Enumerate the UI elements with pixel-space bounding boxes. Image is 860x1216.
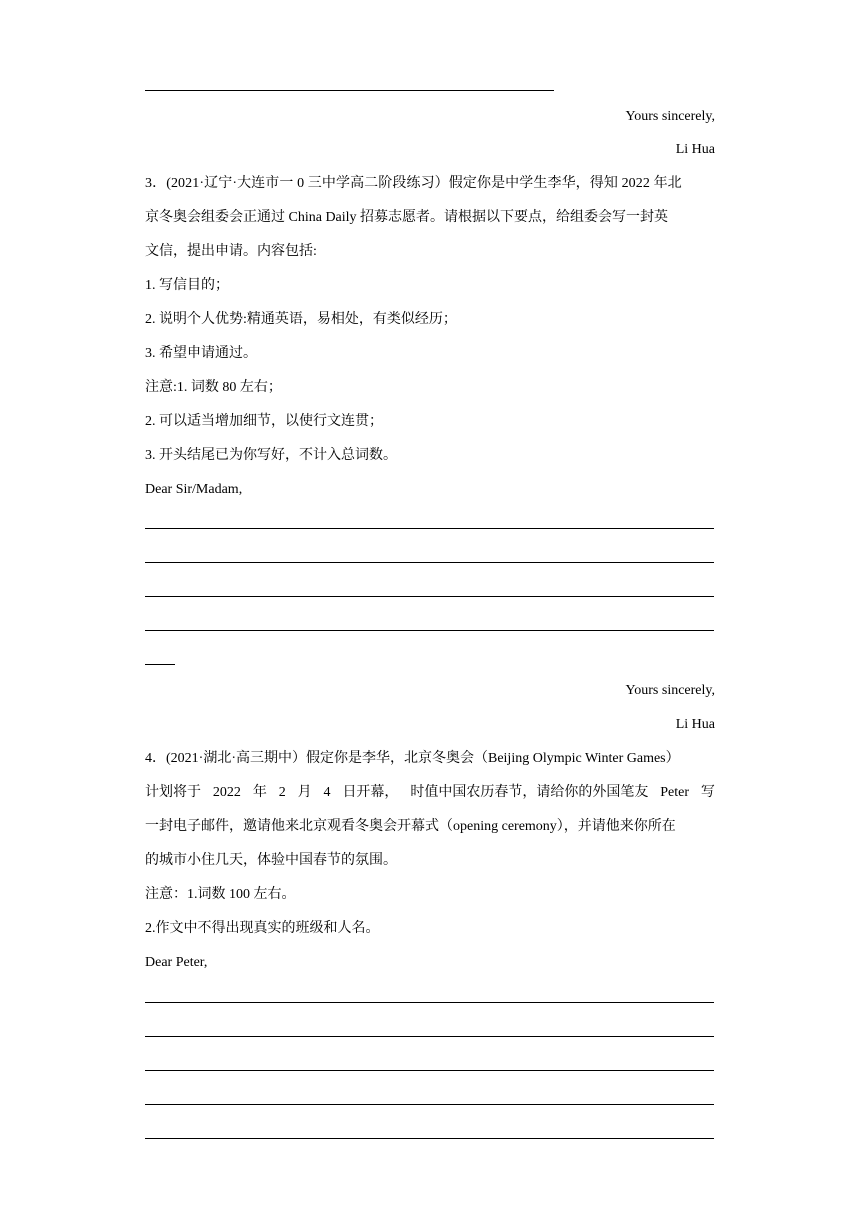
q4-answer-line[interactable]	[145, 1104, 714, 1105]
q3-point-1: 1. 写信目的；	[145, 278, 229, 293]
q4-prompt-line-2	[145, 784, 715, 802]
signature: Li Hua	[675, 142, 715, 157]
q4-salutation: Dear Peter,	[145, 955, 208, 970]
q3-answer-line[interactable]	[145, 562, 714, 563]
q4-prompt-line-1: 4．(2021·湖北·高三期中）假定你是李华，北京冬奥会（Beijing Olympic Winter Games）	[145, 751, 680, 766]
q4-prompt-line-4: 的城市小住几天，体验中国春节的氛围。	[145, 853, 397, 868]
q3-prompt-line-1: 3．(2021·辽宁·大连市一 0 三中学高二阶段练习）假定你是中学生李华，得知 2022 年北	[145, 176, 682, 191]
q4-word: 计划将于	[145, 785, 201, 800]
q3-answer-line[interactable]	[145, 528, 714, 529]
q3-prompt-line-3: 文信，提出申请。内容包括:	[145, 244, 317, 259]
q3-note-2: 2. 可以适当增加细节，以使行文连贯；	[145, 414, 383, 429]
q3-closing: Yours sincerely,	[625, 683, 715, 698]
q4-word: 月	[297, 785, 312, 800]
q3-signature: Li Hua	[675, 717, 715, 732]
q3-note-3: 3. 开头结尾已为你写好，不计入总词数。	[145, 448, 397, 463]
q3-salutation: Dear Sir/Madam,	[145, 482, 243, 497]
closing: Yours sincerely,	[625, 109, 715, 124]
q3-point-3: 3. 希望申请通过。	[145, 346, 257, 361]
q4-answer-line[interactable]	[145, 1138, 714, 1139]
q4-prompt-line-3: 一封电子邮件，邀请他来北京观看冬奥会开幕式（opening ceremony），并请他来你所在	[145, 819, 676, 834]
q4-answer-line[interactable]	[145, 1002, 714, 1003]
q4-word: 写	[700, 785, 715, 800]
q3-note-1: 注意:1. 词数 80 左右；	[145, 380, 282, 395]
q3-point-2: 2. 说明个人优势:精通英语，易相处，有类似经历；	[145, 312, 457, 327]
q4-note-2: 2.作文中不得出现真实的班级和人名。	[145, 921, 380, 936]
q3-answer-line[interactable]	[145, 596, 714, 597]
q4-answer-line[interactable]	[145, 1036, 714, 1037]
q3-answer-line[interactable]	[145, 630, 714, 631]
answer-line	[145, 90, 554, 91]
q3-prompt-line-2: 京冬奥会组委会正通过 China Daily 招募志愿者。请根据以下要点，给组委会写一封英	[145, 210, 669, 225]
q3-answer-line-end[interactable]	[145, 664, 175, 665]
q4-word: 年	[252, 785, 267, 800]
q4-word: 日开幕，	[342, 785, 399, 800]
q4-word: Peter	[660, 785, 690, 800]
q4-word: 2022	[212, 785, 241, 800]
q4-word: 时值中国农历春节，请给你的外国笔友	[410, 785, 649, 800]
q4-note-1: 注意：1.词数 100 左右。	[145, 887, 296, 902]
q4-word: 2	[278, 785, 286, 800]
q4-answer-line[interactable]	[145, 1070, 714, 1071]
q4-word: 4	[323, 785, 331, 800]
